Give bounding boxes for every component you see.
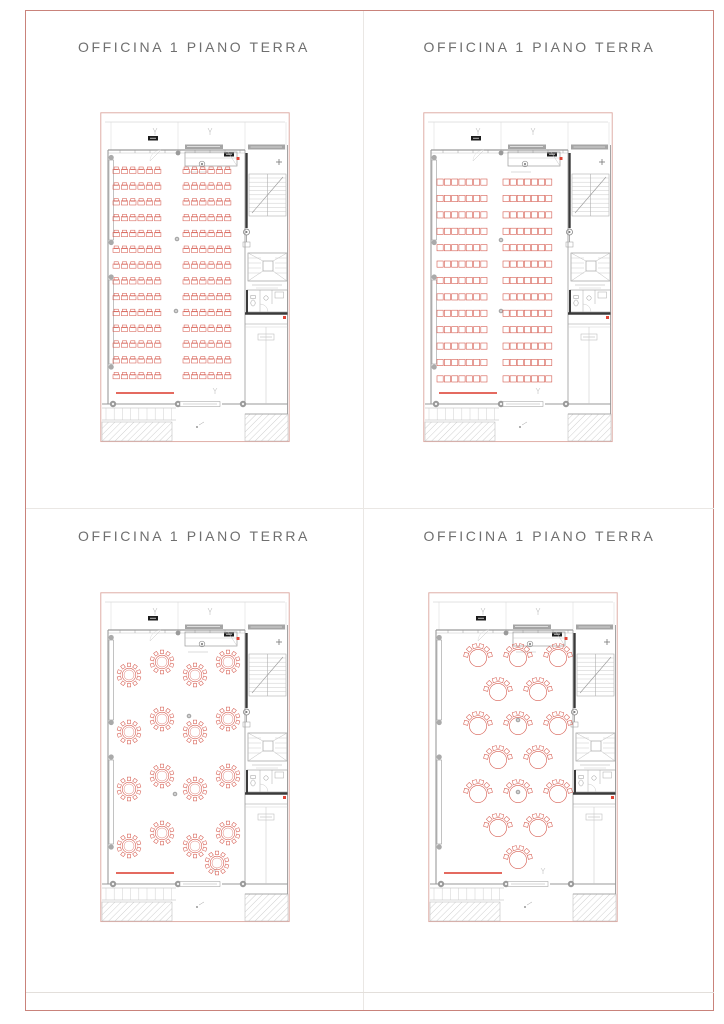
seating-area xyxy=(437,179,552,382)
seating-area xyxy=(464,644,573,869)
grid-divider-horizontal xyxy=(26,508,714,509)
seating-area xyxy=(117,650,240,875)
footer-divider xyxy=(26,992,714,993)
grid-divider-vertical xyxy=(363,11,364,1010)
plan-shell xyxy=(101,113,289,442)
panel-title: OFFICINA 1 PIANO TERRA xyxy=(423,528,656,544)
panel-title: OFFICINA 1 PIANO TERRA xyxy=(423,39,656,55)
plan-shell xyxy=(429,593,617,922)
seating-area xyxy=(113,167,231,379)
floor-plan-theatre-simple xyxy=(423,112,613,444)
panel-title: OFFICINA 1 PIANO TERRA xyxy=(78,528,310,544)
floor-plan-theatre-detailed xyxy=(100,112,290,444)
floor-plan-crescent-tables xyxy=(428,592,618,924)
floor-plan-round-tables xyxy=(100,592,290,924)
panel-title: OFFICINA 1 PIANO TERRA xyxy=(78,39,310,55)
plan-shell xyxy=(101,593,289,922)
